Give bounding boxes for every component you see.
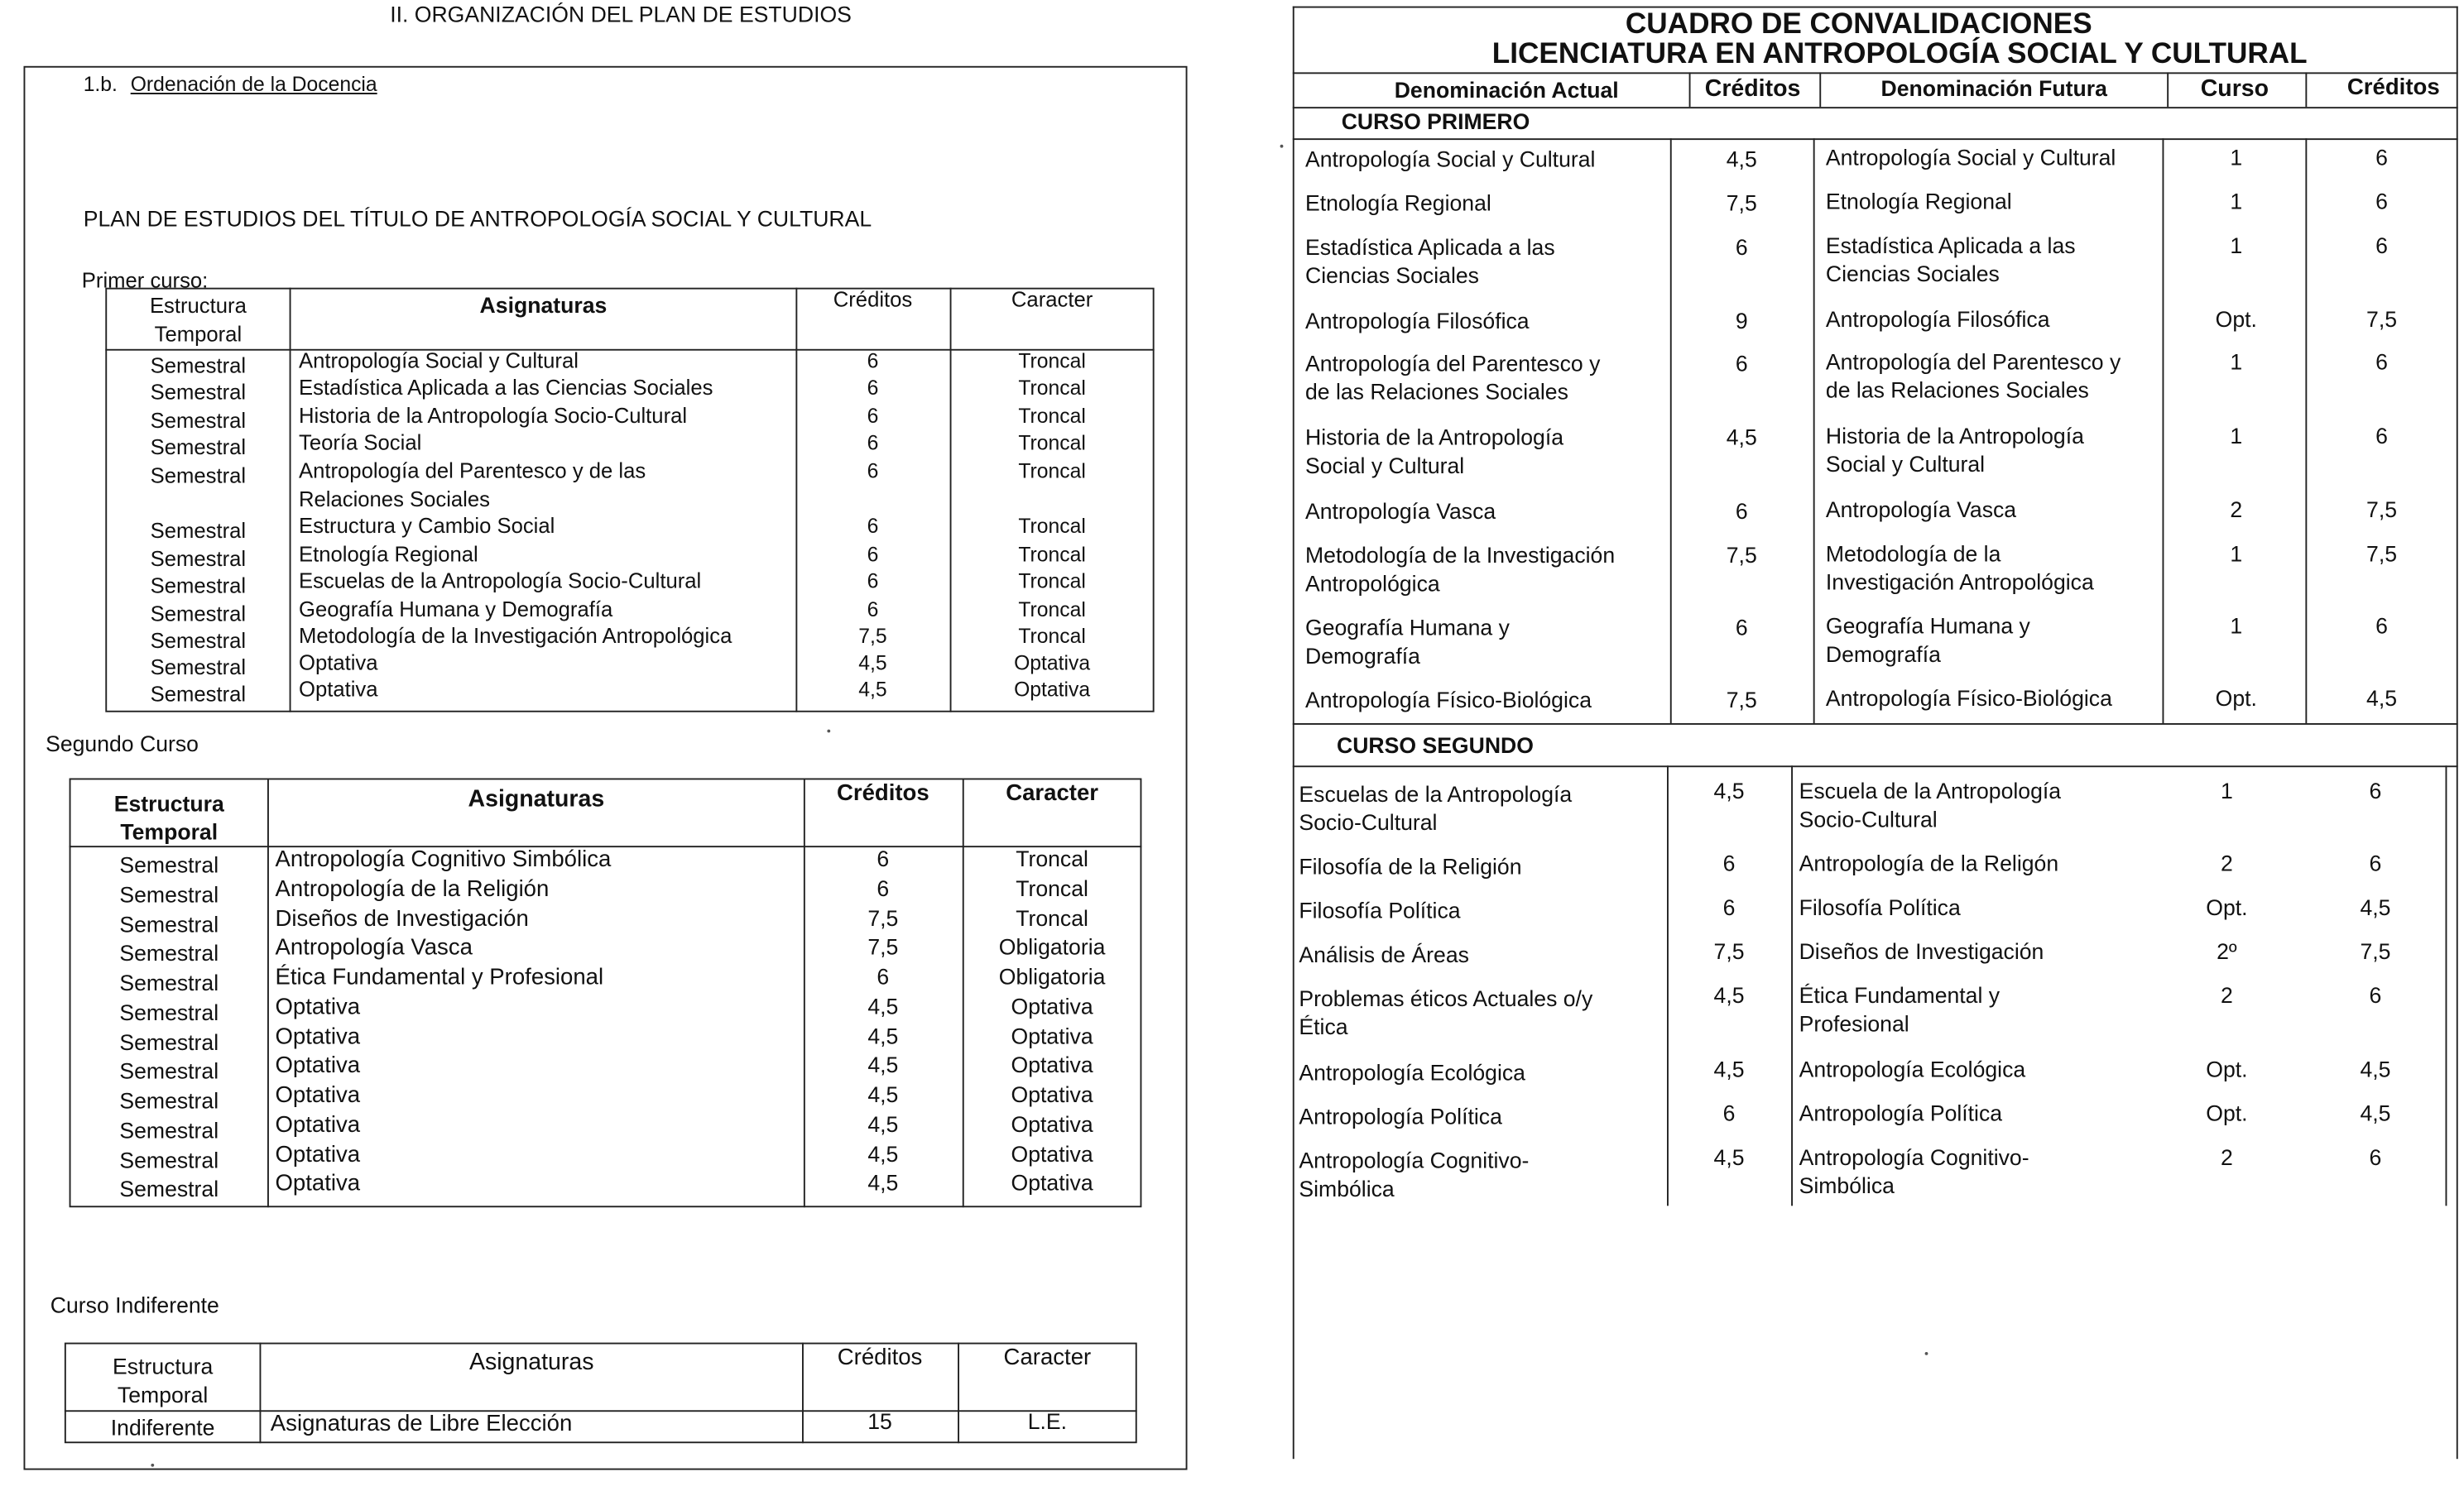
table-row-temporal: Semestral [150,655,247,679]
conv-row-creditos-futura: 7,5 [2366,306,2398,332]
conv-row-curso: 1 [2220,778,2233,803]
scan-speck [827,730,830,733]
conv-row-futura: Antropología Ecológica [1799,1056,2026,1082]
conv-row-creditos-futura: 4,5 [2360,894,2391,920]
conv-row-futura-cont: Investigación Antropológica [1825,568,2094,595]
primero-col-divider [1813,138,1815,723]
table-row-temporal: Semestral [119,1029,219,1055]
indif-header-caracter: Caracter [1003,1345,1092,1371]
segundo-curso-label: Segundo Curso [46,731,199,756]
conv-row-futura-cont: Demografía [1825,641,1941,667]
table-row-asignatura: Antropología Social y Cultural [299,348,579,373]
conv-row-actual-cont: Antropológica [1305,570,1440,597]
conv-row-creditos: 6 [1722,894,1736,920]
conv-row-futura: Estadística Aplicada a las [1825,233,2076,258]
conv-row-curso: Opt. [2206,894,2248,920]
table-row-creditos: 6 [867,568,879,593]
table-row-caracter: Troncal [1016,846,1088,871]
conv-row-creditos: 4,5 [1726,424,1757,450]
curso-primero-label: CURSO PRIMERO [1341,108,1530,134]
table-row-asignatura: Optativa [275,1053,361,1079]
conv-row-actual: Filosofía de la Religión [1299,853,1522,880]
indif-row-caracter: L.E. [1027,1408,1068,1434]
table-row-caracter: Troncal [1016,875,1088,901]
conv-row-creditos: 6 [1722,850,1736,876]
table-row-temporal: Semestral [150,519,247,543]
conv-row-actual: Geografía Humana y [1305,614,1510,640]
primer-header-caracter: Caracter [1011,287,1093,312]
header-creditos-futura: Créditos [2346,75,2440,101]
title-underline [1293,72,2458,74]
conv-row-futura: Antropología de la Religón [1799,850,2059,876]
conv-row-actual: Antropología Social y Cultural [1305,146,1596,172]
segundo-label-underline [1293,765,2458,767]
conv-row-creditos-futura: 6 [2375,233,2388,258]
conv-row-creditos-futura: 6 [2375,423,2388,448]
conv-row-futura: Antropología Política [1799,1100,2003,1126]
conv-row-actual-cont: Social y Cultural [1305,453,1465,478]
table-row-creditos: 6 [867,514,879,538]
indif-row-asignatura: Asignaturas de Libre Elección [270,1412,573,1437]
conv-row-actual-cont: Demografía [1305,643,1420,669]
table-row-creditos: 6 [867,458,879,483]
conv-row-actual: Análisis de Áreas [1299,942,1469,967]
conv-row-actual: Metodología de la Investigación [1305,542,1616,568]
conv-row-creditos-futura: 4,5 [2366,685,2398,711]
curso-segundo-label: CURSO SEGUNDO [1337,732,1534,758]
table-row-caracter: Troncal [1018,514,1086,538]
conv-row-actual: Estadística Aplicada a las [1305,234,1555,260]
table-row-creditos: 7,5 [858,624,887,648]
table-row-creditos: 4,5 [867,1023,899,1049]
conv-row-futura: Diseños de Investigación [1799,938,2044,964]
segundo-header-temporal: Temporal [120,818,219,845]
conv-row-curso: 2 [2220,850,2233,876]
conv-row-creditos-futura: 7,5 [2360,938,2391,964]
conv-row-curso: Opt. [2215,685,2257,711]
scan-speck [1925,1352,1928,1355]
conv-row-futura-cont: de las Relaciones Sociales [1825,377,2089,403]
conv-row-curso: 2º [2217,938,2237,964]
conv-row-futura: Antropología Cognitivo- [1799,1144,2029,1170]
table-row-temporal: Semestral [119,851,219,878]
table-row-creditos: 6 [877,875,890,901]
table-row-temporal: Semestral [150,602,247,626]
conv-row-curso: 2 [2220,1144,2233,1170]
primer-header-creditos: Créditos [833,287,913,312]
table-row-temporal: Semestral [119,1176,219,1201]
conv-row-creditos: 7,5 [1713,938,1745,964]
primer-header-temporal: Temporal [154,322,243,346]
conv-row-creditos: 4,5 [1713,778,1745,803]
conv-row-curso: 1 [2230,348,2243,375]
conv-row-creditos: 7,5 [1726,687,1757,712]
conv-row-actual-cont: Ciencias Sociales [1305,262,1479,288]
indif-header-temporal: Temporal [117,1382,209,1407]
table-row-creditos: 4,5 [867,993,899,1019]
conv-row-creditos-futura: 6 [2369,982,2382,1008]
segundo-col-divider [267,779,269,1208]
segundo-header-creditos: Créditos [836,781,929,807]
segundo-section-divider [1293,723,2458,725]
table-row-asignatura: Optativa [299,650,378,675]
table-row-temporal: Semestral [119,1000,219,1025]
conv-row-creditos-futura: 6 [2369,778,2382,803]
conv-row-futura: Antropología Social y Cultural [1825,144,2116,170]
table-row-caracter: Optativa [1011,993,1093,1019]
table-row-creditos: 4,5 [867,1169,899,1195]
conv-row-curso: 1 [2230,613,2243,639]
conv-row-futura: Geografía Humana y [1825,613,2030,639]
conv-row-actual: Antropología Filosófica [1305,308,1530,333]
header-col-divider [1689,72,1691,107]
table-row-temporal: Semestral [119,1148,219,1173]
table-row-creditos: 4,5 [867,1141,899,1167]
conv-row-creditos: 9 [1735,308,1748,333]
table-row-asignatura: Metodología de la Investigación Antropológica [299,624,732,648]
table-row-temporal: Semestral [150,682,247,707]
table-row-creditos: 6 [877,963,890,990]
table-row-caracter: Troncal [1018,624,1086,648]
table-row-asignatura: Teoría Social [299,430,422,455]
table-row-temporal: Semestral [119,1117,219,1144]
conv-row-curso: 2 [2220,982,2233,1008]
convalidaciones-title: CUADRO DE CONVALIDACIONES [1625,6,2092,40]
table-row-asignatura: Optativa [275,1143,361,1168]
table-row-caracter: Optativa [1014,677,1091,702]
conv-row-creditos-futura: 6 [2375,348,2388,375]
conv-row-actual: Antropología Ecológica [1299,1059,1525,1085]
conv-row-creditos: 6 [1735,234,1748,260]
table-row-caracter: Troncal [1018,348,1086,373]
table-row-asignatura: Antropología de la Religión [275,877,550,903]
conv-row-futura-cont: Simbólica [1799,1172,1895,1198]
table-row-temporal: Semestral [150,409,247,433]
conv-row-futura: Historia de la Antropología [1825,423,2084,448]
table-row-asignatura: Antropología del Parentesco y de las [299,458,646,483]
conv-row-futura-cont: Socio-Cultural [1799,806,1938,832]
indif-header-asignaturas: Asignaturas [468,1349,594,1376]
primer-header-asignaturas: Asignaturas [479,292,608,318]
table-row-caracter: Troncal [1018,568,1086,593]
primer-header-estructura: Estructura [149,294,247,318]
table-row-asignatura: Antropología Cognitivo Simbólica [275,847,612,873]
table-row-caracter: Optativa [1014,650,1091,675]
conv-row-futura: Metodología de la [1825,540,2001,566]
primer-col-divider [290,288,291,712]
table-row-creditos: 6 [867,404,879,428]
table-row-creditos: 7,5 [867,905,899,931]
table-row-temporal: Semestral [150,629,247,653]
table-row-caracter: Troncal [1018,542,1086,566]
table-row-creditos: 7,5 [867,933,899,959]
curso-indiferente-label: Curso Indiferente [50,1292,219,1318]
table-row-creditos: 4,5 [867,1052,899,1077]
header-col-divider [2305,72,2307,107]
conv-row-futura: Etnología Regional [1825,189,2012,214]
table-row-caracter: Obligatoria [998,963,1106,990]
primer-curso-label: Primer curso: [81,268,209,293]
header-denominacion-actual: Denominación Actual [1394,77,1619,103]
header-col-divider [1819,72,1821,107]
conv-row-actual: Antropología Política [1299,1103,1502,1129]
conv-row-futura: Escuela de la Antropología [1799,778,2062,803]
conv-row-creditos: 7,5 [1726,189,1757,216]
conv-row-actual: Etnología Regional [1305,189,1491,216]
conv-row-actual-cont: de las Relaciones Sociales [1305,378,1568,405]
table-row-temporal: Semestral [150,353,247,377]
conv-row-futura: Ética Fundamental y [1799,982,2000,1008]
table-row-temporal: Semestral [150,547,247,571]
table-row-caracter: Optativa [1011,1052,1093,1077]
table-row-asignatura: Diseños de Investigación [275,907,529,933]
conv-row-creditos-futura: 6 [2375,613,2388,639]
table-row-caracter: Troncal [1018,597,1086,621]
table-row-temporal: Semestral [119,912,219,937]
indif-header-creditos: Créditos [837,1345,923,1371]
indif-row-temporal: Indiferente [110,1415,215,1441]
table-row-caracter: Troncal [1018,376,1086,400]
conv-row-creditos-futura: 7,5 [2366,540,2398,566]
conv-row-futura: Antropología Físico-Biológica [1825,685,2112,711]
conv-row-futura: Antropología Vasca [1825,496,2017,522]
header-curso: Curso [2200,75,2269,103]
table-row-asignatura: Escuelas de la Antropología Socio-Cultural [299,568,702,593]
conv-row-actual: Historia de la Antropología [1305,424,1564,450]
table-row-asignatura: Optativa [275,995,361,1021]
licenciatura-title: LICENCIATURA EN ANTROPOLOGÍA SOCIAL Y CULTURAL [1491,36,2308,70]
table-row-caracter: Obligatoria [998,933,1106,959]
header-col-divider [2167,72,2169,107]
conv-row-curso: Opt. [2206,1056,2248,1082]
conv-row-actual: Antropología Cognitivo- [1299,1148,1530,1173]
table-row-caracter: Optativa [1011,1081,1093,1107]
table-row-temporal: Semestral [150,463,247,487]
table-row-asignatura: Antropología Vasca [275,935,473,961]
conv-row-actual: Antropología Vasca [1305,498,1496,524]
subsection-number: 1.b. [83,72,118,96]
conv-row-futura: Filosofía Política [1799,894,1961,920]
table-row-asignatura: Optativa [275,1113,361,1139]
conv-row-creditos: 6 [1735,498,1748,524]
table-row-temporal: Semestral [119,881,219,908]
table-row-asignatura: Optativa [299,677,378,702]
table-row-asignatura: Optativa [275,1083,361,1109]
table-row-creditos: 4,5 [867,1081,899,1107]
conv-row-curso: Opt. [2206,1100,2248,1126]
table-row-caracter: Troncal [1018,430,1086,455]
segundo-header-estructura: Estructura [113,790,224,817]
table-row-creditos: 6 [867,376,879,400]
conv-row-curso: 1 [2230,144,2243,170]
conv-row-curso: 1 [2230,233,2243,258]
conv-row-curso: Opt. [2215,306,2257,332]
conv-row-futura-cont: Social y Cultural [1825,451,1986,477]
conv-row-creditos-futura: 4,5 [2360,1056,2391,1082]
segundo-header-caracter: Caracter [1006,781,1099,807]
section-title: II. ORGANIZACIÓN DEL PLAN DE ESTUDIOS [390,1,852,27]
scan-speck [1280,145,1284,148]
table-row-asignatura: Etnología Regional [299,542,478,566]
conv-row-curso: 1 [2230,189,2243,214]
conv-row-actual: Antropología Físico-Biológica [1305,687,1592,712]
plan-title: PLAN DE ESTUDIOS DEL TÍTULO DE ANTROPOLOGÍA SOCIAL Y CULTURAL [83,205,872,232]
header-denominacion-futura: Denominación Futura [1880,75,2107,101]
table-row-creditos: 6 [867,348,879,373]
table-row-creditos: 6 [867,542,879,566]
conv-row-actual: Filosofía Política [1299,897,1461,923]
conv-row-creditos: 6 [1735,614,1748,640]
subsection-title: Ordenación de la Docencia [130,72,377,96]
conv-row-creditos: 4,5 [1726,146,1757,172]
conv-row-actual-cont: Socio-Cultural [1299,809,1438,835]
table-row-asignatura: Geografía Humana y Demografía [299,597,613,621]
table-row-creditos: 4,5 [858,677,887,702]
conv-row-creditos-futura: 6 [2375,189,2388,214]
header-creditos-actual: Créditos [1704,75,1801,103]
table-row-caracter: Optativa [1011,1111,1093,1137]
conv-row-creditos: 6 [1722,1100,1736,1126]
table-row-caracter: Optativa [1011,1169,1093,1195]
segundo-header-asignaturas: Asignaturas [468,786,605,813]
conv-row-futura-cont: Profesional [1799,1010,1909,1037]
scan-speck [151,1464,154,1467]
table-row-asignatura: Optativa [275,1171,361,1196]
conv-row-actual: Problemas éticos Actuales o/y [1299,985,1593,1011]
table-row-caracter: Optativa [1011,1141,1093,1167]
table-row-creditos: 6 [877,846,890,871]
table-row-temporal: Semestral [150,573,247,597]
table-row-asignatura: Estructura y Cambio Social [299,514,555,538]
table-row-caracter: Optativa [1011,1023,1093,1049]
conv-row-curso: 2 [2230,496,2243,522]
conv-row-creditos-futura: 6 [2369,1144,2382,1170]
conv-row-creditos: 7,5 [1726,542,1757,568]
conv-row-creditos: 4,5 [1713,1056,1745,1082]
conv-row-futura: Antropología del Parentesco y [1825,348,2121,375]
conv-row-actual: Antropología del Parentesco y [1305,350,1601,376]
table-row-asignatura-cont: Relaciones Sociales [299,487,490,511]
table-row-temporal: Semestral [119,1087,219,1114]
conv-row-actual: Escuelas de la Antropología [1299,781,1573,807]
table-row-temporal: Semestral [150,380,247,405]
table-row-temporal: Semestral [119,1057,219,1084]
conv-row-futura: Antropología Filosófica [1825,306,2050,332]
table-row-asignatura: Ética Fundamental y Profesional [275,965,604,990]
conv-row-creditos: 4,5 [1713,982,1745,1008]
primero-label-underline [1293,138,2458,140]
indif-header-estructura: Estructura [113,1353,214,1379]
table-row-asignatura: Estadística Aplicada a las Ciencias Sociales [299,376,713,400]
primero-col-divider [2163,138,2164,723]
table-row-creditos: 6 [867,430,879,455]
conv-row-creditos-futura: 6 [2375,144,2388,170]
table-row-temporal: Semestral [119,940,219,966]
conv-row-curso: 1 [2230,540,2243,566]
conv-row-actual-cont: Simbólica [1299,1176,1395,1201]
table-row-caracter: Troncal [1018,458,1086,483]
table-row-asignatura: Historia de la Antropología Socio-Cultural [299,404,688,428]
table-row-creditos: 4,5 [867,1111,899,1137]
table-row-creditos: 4,5 [858,650,887,675]
conv-row-creditos-futura: 4,5 [2360,1100,2391,1126]
segundo-conv-col-divider [1791,765,1793,1206]
conv-row-futura-cont: Ciencias Sociales [1825,261,2000,286]
table-row-caracter: Troncal [1018,404,1086,428]
table-row-asignatura: Optativa [275,1024,361,1051]
conv-row-creditos-futura: 7,5 [2366,496,2398,522]
table-row-caracter: Troncal [1016,905,1088,931]
table-row-temporal: Semestral [119,970,219,995]
indif-row-creditos: 15 [867,1408,892,1434]
conv-row-creditos: 6 [1735,350,1748,376]
table-row-temporal: Semestral [150,435,247,459]
conv-row-actual-cont: Ética [1299,1014,1348,1039]
conv-row-creditos-futura: 6 [2369,850,2382,876]
conv-row-curso: 1 [2230,423,2243,448]
conv-row-creditos: 4,5 [1713,1144,1745,1170]
table-row-creditos: 6 [867,597,879,621]
